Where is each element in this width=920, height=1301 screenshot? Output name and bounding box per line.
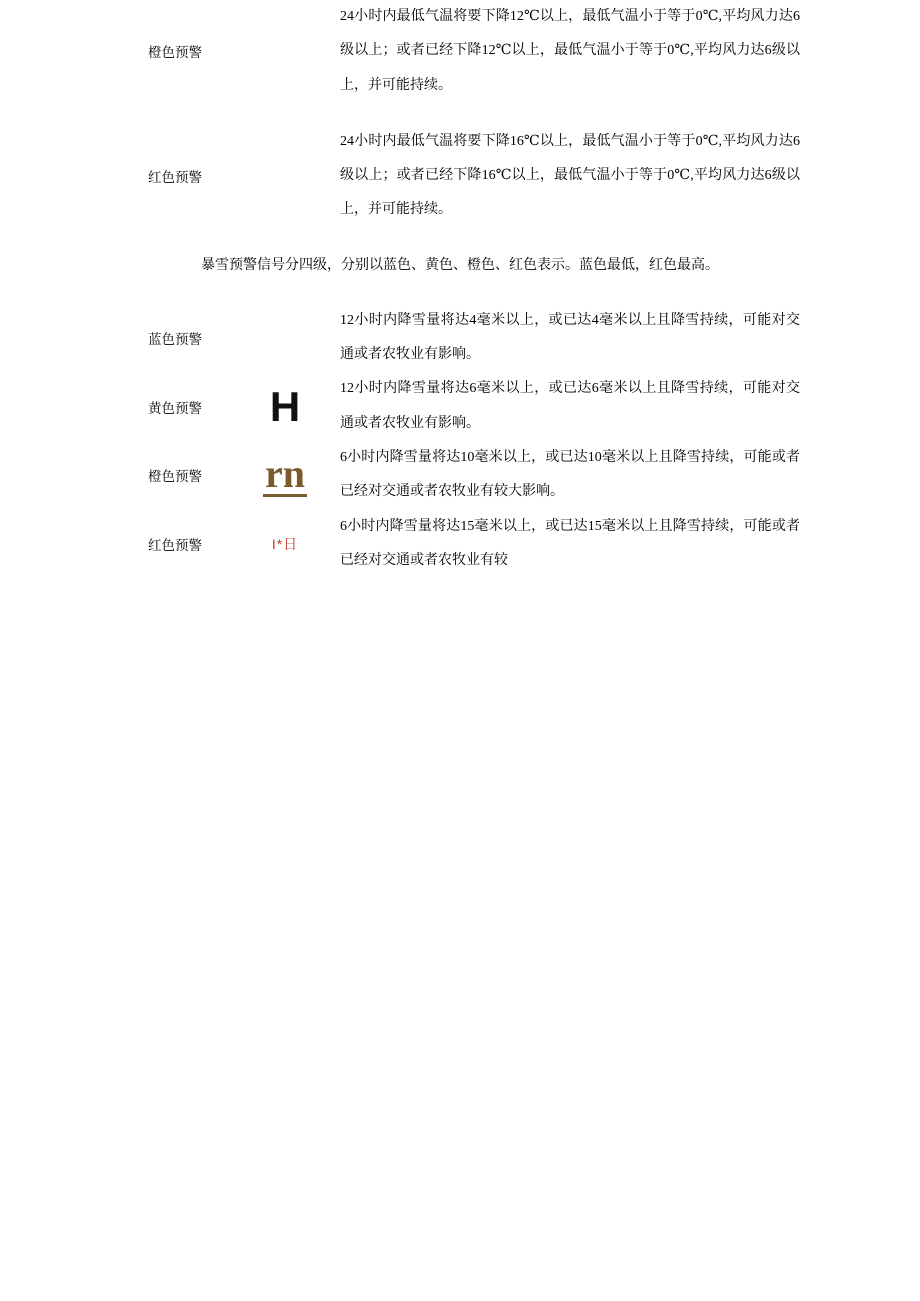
table-row [120, 441, 800, 510]
warning-icon-cell [230, 372, 340, 441]
warning-icon-cell [230, 441, 340, 510]
table-row [120, 125, 800, 228]
warning-level-label: 橙色预警 [148, 469, 202, 485]
warning-icon-cell [230, 304, 340, 373]
red-box-icon-line2: t1.CODIUVf [262, 175, 308, 185]
warning-level-label: 红色预警 [148, 170, 202, 186]
warning-level-label: 橙色预警 [148, 45, 202, 61]
warning-level-label: 黄色预警 [148, 400, 202, 416]
cold-wave-warning-table [120, 0, 800, 228]
table-row [120, 304, 800, 373]
warning-icon-cell [230, 510, 340, 579]
warning-description: 12小时内降雪量将达4毫米以上，或已达4毫米以上且降雪持续，可能对交通或者农牧业有影响。 [340, 312, 800, 363]
warning-description: 6小时内降雪量将达15毫米以上，或已达15毫米以上且降雪持续，可能或者已经对交通或者农牧业有较 [340, 518, 800, 568]
letter-h-icon: H [269, 382, 301, 430]
red-box-icon-line1: Qs [279, 165, 291, 175]
red-box-icon [263, 165, 307, 185]
warning-description: 12小时内降雪量将达6毫米以上，或已达6毫米以上且降雪持续，可能对交通或者农牧业有影响。 [340, 381, 800, 431]
spacer-row [120, 103, 800, 125]
table-row [120, 0, 800, 103]
table-row [120, 510, 800, 579]
warning-description: 24小时内最低气温将要下降12℃以上，最低气温小于等于0℃,平均风力达6级以上；或者已经下降12℃以上，最低气温小于等于0℃,平均风力达6级以上，并可能持续。 [340, 9, 800, 93]
warning-description: 24小时内最低气温将要下降16℃以上，最低气温小于等于0℃,平均风力达6级以上；或者已经下降16℃以上，最低气温小于等于0℃,平均风力达6级以上，并可能持续。 [340, 133, 800, 218]
small-red-glyph-icon: I*日 [271, 535, 299, 552]
snow-warning-table [120, 304, 800, 578]
warning-level-label: 蓝色预警 [148, 332, 202, 348]
warning-level-label: 红色预警 [148, 537, 202, 553]
rn-glyph-icon: rn [265, 450, 305, 496]
table-row [120, 372, 800, 441]
blank-icon [255, 332, 315, 342]
warning-icon-cell [230, 125, 340, 228]
warning-icon-cell [230, 0, 340, 103]
snow-warning-note: 暴雪预警信号分四级，分别以蓝色、黄色、橙色、红色表示。蓝色最低，红色最高。 [201, 257, 719, 273]
blank-icon [255, 45, 315, 55]
warning-description: 6小时内降雪量将达10毫米以上，或已达10毫米以上且降雪持续，可能或者已经对交通或者农牧业有较大影响。 [340, 449, 800, 500]
